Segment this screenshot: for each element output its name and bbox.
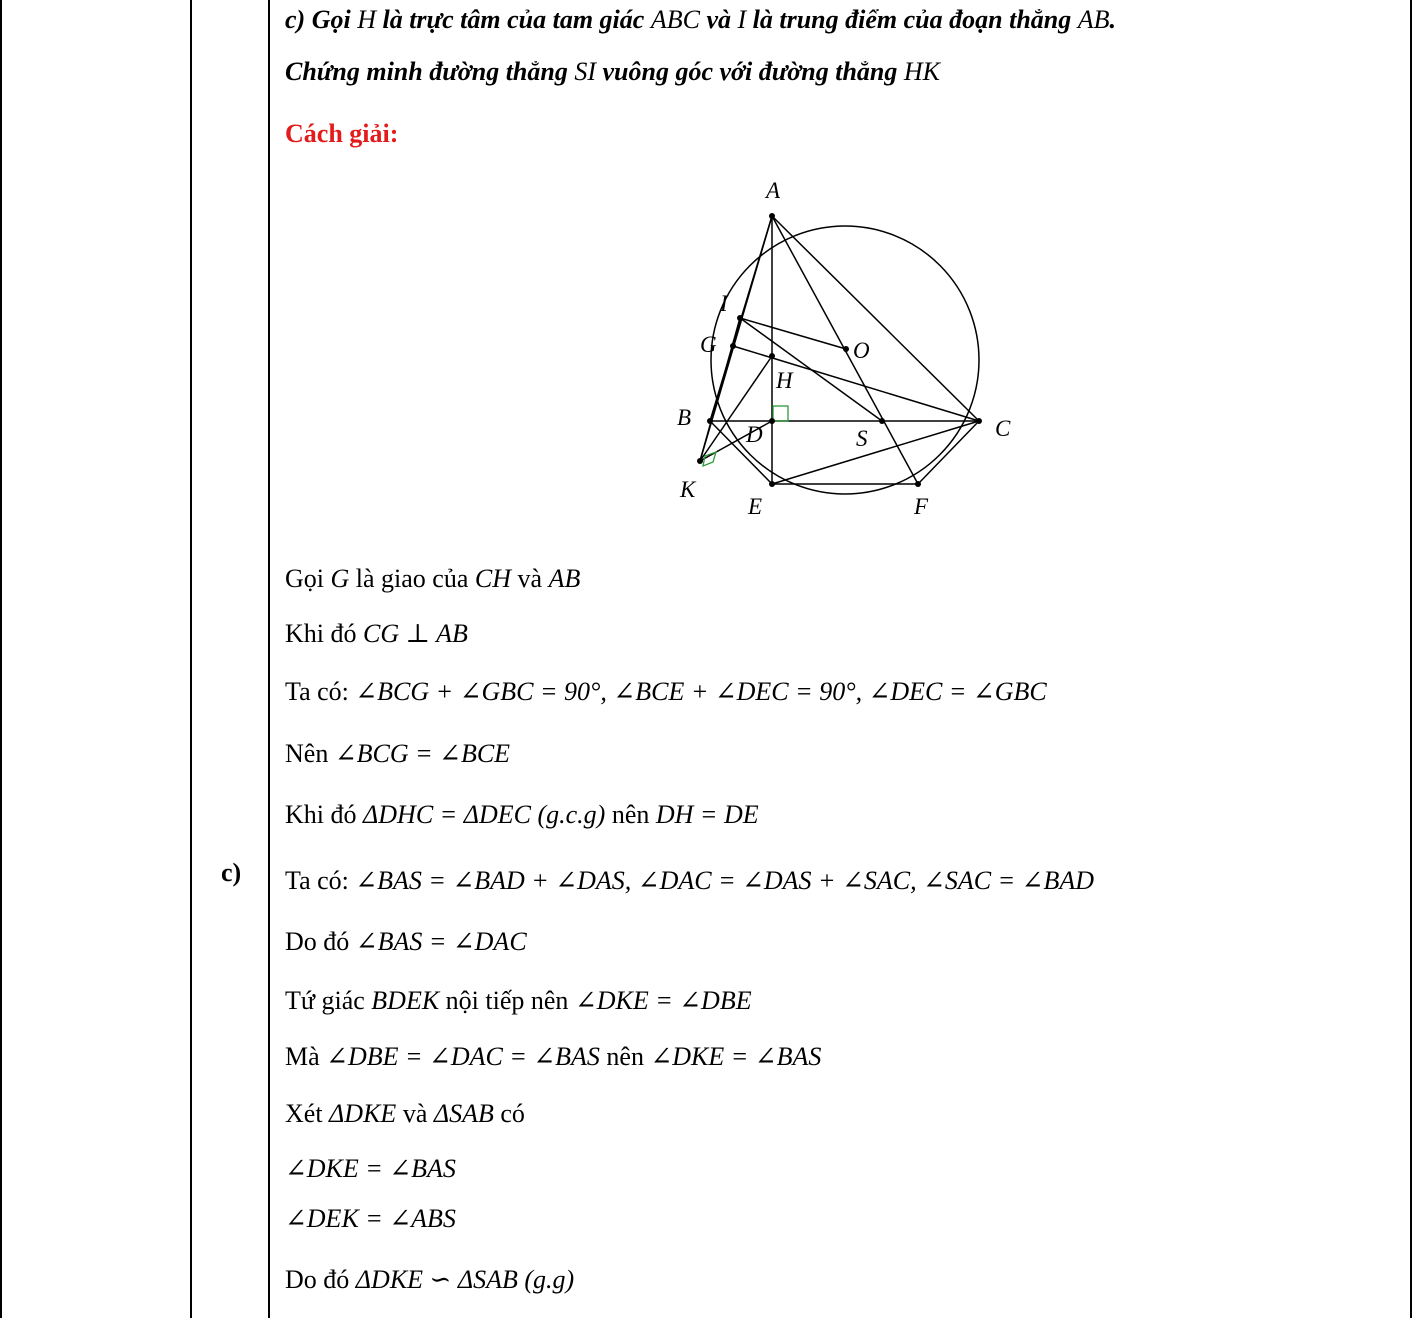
text: Khi đó	[285, 800, 357, 829]
math: DH = DE	[655, 800, 759, 829]
math: ΔDHC = ΔDEC (g.c.g)	[363, 800, 606, 829]
math: ∠DKE = ∠BAS	[650, 1042, 822, 1071]
table-border-right	[1410, 0, 1412, 1318]
math: ∠BAS = ∠DAC	[355, 927, 527, 956]
q-text: và	[706, 5, 731, 34]
label-K: K	[680, 477, 696, 502]
part-label: c)	[221, 858, 242, 887]
solution-line-4	[285, 738, 510, 770]
question-line-2	[285, 56, 940, 88]
text: Tứ giác	[285, 986, 365, 1015]
text: Khi đó	[285, 619, 357, 648]
label-G: G	[700, 332, 717, 357]
point-H	[769, 353, 775, 359]
text: có	[500, 1099, 525, 1128]
math: ∠BCG + ∠GBC = 90°, ∠BCE + ∠DEC = 90°, ∠DEC = ∠GBC	[355, 677, 1047, 706]
solution-line-10	[285, 1098, 525, 1130]
math: ΔSAB	[433, 1099, 494, 1128]
text: Nên	[285, 739, 329, 768]
q-text: Chứng minh đường thẳng	[285, 57, 568, 86]
segment-AC	[772, 216, 979, 421]
solution-line-6	[285, 865, 1094, 897]
point-C	[976, 418, 982, 424]
point-F	[915, 481, 921, 487]
label-C: C	[995, 416, 1011, 441]
solution-heading: Cách giải:	[285, 119, 399, 148]
q-text: .	[1109, 5, 1116, 34]
point-S	[879, 418, 885, 424]
math: ΔDKE	[329, 1099, 397, 1128]
text: Gọi	[285, 564, 324, 593]
point-A	[769, 213, 775, 219]
solution-line-7	[285, 926, 527, 958]
circumcircle	[711, 226, 979, 494]
point-K	[697, 458, 703, 464]
q-text: là trực tâm của tam giác	[382, 5, 645, 34]
label-I: I	[720, 291, 728, 316]
solution-line-3	[285, 676, 1047, 708]
math: ∠BCG = ∠BCE	[334, 739, 511, 768]
q-math: SI	[574, 57, 597, 86]
solution-line-13	[285, 1264, 574, 1296]
q-text: c) Gọi	[285, 5, 351, 34]
math: BDEK	[371, 986, 440, 1015]
text: Xét	[285, 1099, 323, 1128]
q-math: H	[357, 5, 376, 34]
text: nên	[611, 800, 650, 829]
math: ∠DEK = ∠ABS	[285, 1204, 456, 1233]
q-math: I	[737, 5, 747, 34]
text: Ta có:	[285, 866, 349, 895]
math: CH	[474, 564, 512, 593]
point-B	[707, 418, 713, 424]
text: Ta có:	[285, 677, 349, 706]
solution-line-8	[285, 985, 752, 1017]
solution-line-9	[285, 1041, 821, 1073]
q-math: ABC	[650, 5, 700, 34]
label-A: A	[766, 178, 781, 203]
table-divider-1	[190, 0, 192, 1318]
table-border-left	[0, 0, 2, 1318]
label-F: F	[914, 494, 929, 519]
geometry-figure	[660, 170, 1040, 520]
q-text: vuông góc với đường thẳng	[602, 57, 898, 86]
math: ∠DBE = ∠DAC = ∠BAS	[326, 1042, 600, 1071]
point-E	[769, 481, 775, 487]
label-D: D	[746, 422, 763, 447]
math: ∠DKE = ∠BAS	[285, 1154, 456, 1183]
solution-line-12	[285, 1203, 456, 1235]
label-B: B	[677, 405, 692, 430]
text: Mà	[285, 1042, 320, 1071]
math: CG ⊥ AB	[363, 619, 468, 648]
text: nên	[606, 1042, 644, 1071]
text: là giao của	[355, 564, 469, 593]
text: Do đó	[285, 1265, 350, 1294]
point-G	[730, 343, 736, 349]
solution-line-5	[285, 799, 759, 831]
solution-line-11	[285, 1153, 456, 1185]
text: Do đó	[285, 927, 350, 956]
solution-line-2	[285, 618, 468, 650]
math: ∠DKE = ∠DBE	[574, 986, 752, 1015]
point-O	[843, 346, 849, 352]
text: nội tiếp nên	[445, 986, 569, 1015]
point-I	[737, 315, 743, 321]
math: ΔDKE ∽ ΔSAB (g.g)	[355, 1265, 575, 1294]
table-divider-2	[268, 0, 270, 1318]
solution-line-1	[285, 563, 580, 595]
point-D	[769, 418, 775, 424]
math: AB	[548, 564, 581, 593]
label-O: O	[853, 338, 870, 363]
math: ∠BAS = ∠BAD + ∠DAS, ∠DAC = ∠DAS + ∠SAC, ∠SAC = ∠BAD	[355, 866, 1094, 895]
text: và	[402, 1099, 428, 1128]
label-E: E	[748, 494, 763, 519]
question-line-1	[285, 4, 1116, 36]
right-angle-mark-D	[773, 406, 788, 421]
text: và	[517, 564, 543, 593]
q-text: là trung điểm của đoạn thẳng	[752, 5, 1072, 34]
math: G	[330, 564, 350, 593]
segment-BE	[710, 421, 772, 484]
q-math: HK	[903, 57, 940, 86]
label-H: H	[776, 368, 793, 393]
label-S: S	[856, 426, 868, 451]
q-math: AB	[1077, 5, 1110, 34]
